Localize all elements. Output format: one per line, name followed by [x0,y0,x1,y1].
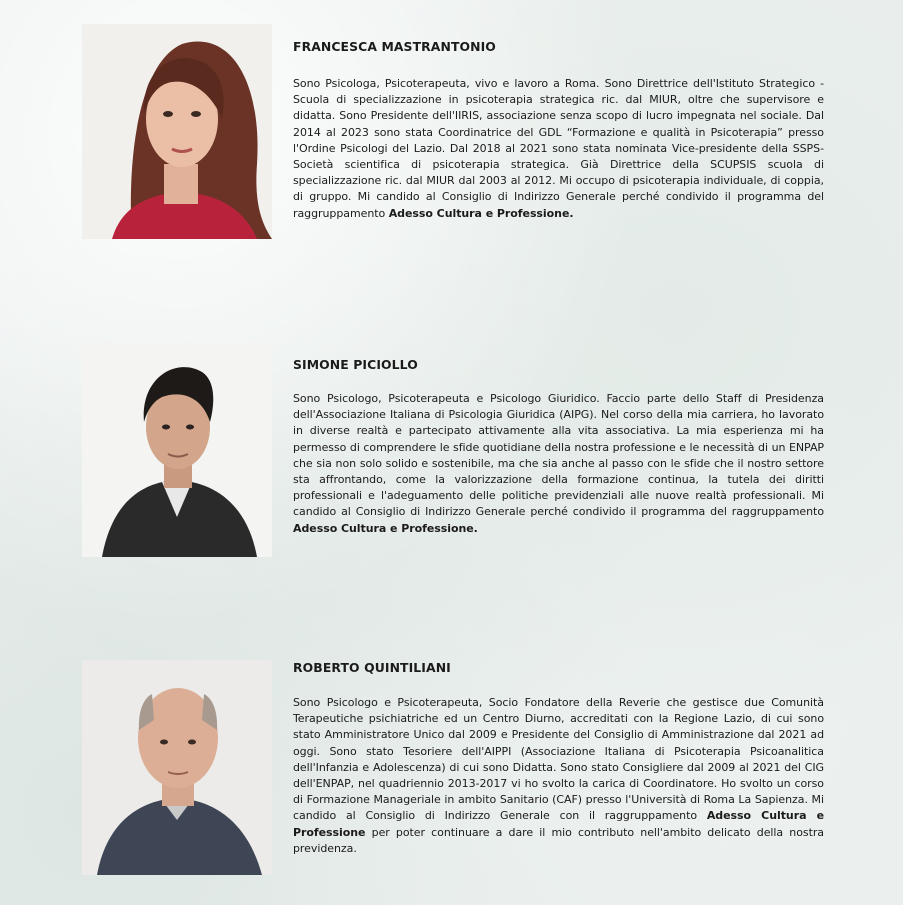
bio-highlight: Adesso Cultura e Professione. [293,521,478,535]
bio-text: Sono Psicologo e Psicoterapeuta, Socio Fondatore della Reverie che gestisce due Comunità Terapeutiche psichiatriche ed un Centro Diurno, accreditati con la Regione Lazio, di cui sono stato Amministratore Unico dal 2009 e Presidente del Consiglio di Amministrazione dal 2021 ad oggi. Sono stato Tesoriere dell'AIPPI (Associazione Italiana di Psicoterapia Psicoanalitica dell'Infanzia e Adolescenza) di cui sono Didatta. Sono stato Consigliere dal 2009 al 2021 del CIG dell'ENPAP, nel quadriennio 2013-2017 vi ho svolto la carica di Coordinatore. Ho svolto un corso di Formazione Manageriale in ambito Sanitario (CAF) presso l'Università di Roma La Sapienza. Mi candido al Consiglio di Indirizzo Generale con il raggruppamento [293,696,824,823]
profile-bio [293,76,824,222]
bio-text: Sono Psicologo, Psicoterapeuta e Psicologo Giuridico. Faccio parte dello Staff di Presidenza dell'Associazione Italiana di Psicologia Giuridica (AIPG). Nel corso della mia carriera, ho lavorato in diverse realtà e partecipato attivamente alla vita associativa. La mia esperienza mi ha permesso di comprendere le sfide quotidiane della nostra professione e le necessità di un ENPAP che sia non solo solido e sostenibile, ma che sia anche al passo con le sfide che il nostro settore sta affrontando, come la valorizzazione della formazione continua, la tutela dei diritti professionali e l'adeguamento delle politiche previdenziali alle nuove realtà professionali. Mi candido al Consiglio di Indirizzo Generale perché condivido il programma del raggruppamento [293,392,824,519]
portrait-man-image [82,342,272,557]
bio-highlight: Adesso Cultura e Professione. [388,206,574,220]
portrait-photo [82,24,272,239]
portrait-woman-image [82,24,272,239]
portrait-photo [82,342,272,557]
bio-end: per poter continuare a dare il mio contributo nell'ambito delicato della nostra previdenza. [293,825,824,855]
bio-highlight: Adesso Cultura e Professione [293,809,824,839]
profile-bio [293,695,824,857]
portrait-photo [82,660,272,875]
bio-text: Sono Psicologa, Psicoterapeuta, vivo e lavoro a Roma. Sono Direttrice dell'Istituto Strategico - Scuola di specializzazione in psicoterapia strategica ric. dal MIUR, oltre che supervisore e didatta. Sono Presidente dell'IIRIS, associazione senza scopo di lucro impegnata nel sociale. Dal 2014 al 2023 sono stata Coordinatrice del GDL “Formazione e qualità in Psicoterapia” presso l'Ordine Psicologi del Lazio. Dal 2018 al 2021 sono stata nominata Vice-presidente della SSPS- Società scientifica di psicoterapia strategica. Già Direttrice della SCUPSIS scuola di specializzazione ric. dal MIUR dal 2003 al 2012. Mi occupo di psicoterapia individuale, di coppia, di gruppo. Mi candido al Consiglio di Indirizzo Generale perché condivido il programma del raggruppamento [293,77,824,220]
profile-bio [293,391,824,537]
profile-name: FRANCESCA MASTRANTONIO [293,39,496,54]
profile-name: ROBERTO QUINTILIANI [293,660,451,675]
profile-name: SIMONE PICIOLLO [293,357,418,372]
portrait-man-image [82,660,272,875]
